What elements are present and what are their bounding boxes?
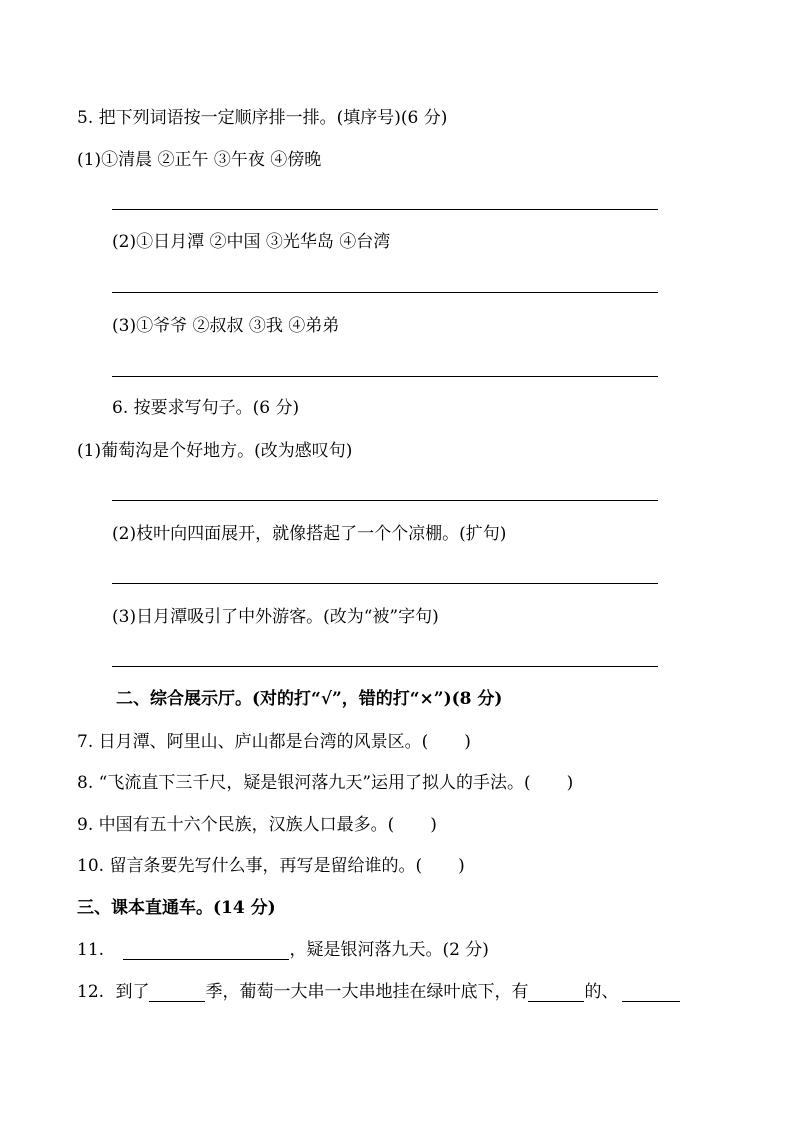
q12-text-1: 到了 (115, 982, 150, 1002)
q5-item-3: (3)①爷爷 ②叔叔 ③我 ④弟弟 (112, 316, 340, 336)
q7-text: 7. 日月潭、阿里山、庐山都是台湾的风景区。( (77, 732, 429, 752)
answer-line[interactable] (112, 292, 658, 293)
q10 (77, 856, 465, 876)
q5-item-1: (1)①清晨 ②正午 ③午夜 ④傍晚 (77, 150, 322, 170)
q12-number: 12. (77, 982, 105, 1002)
q5-item-2: (2)①日月潭 ②中国 ③光华岛 ④台湾 (112, 232, 391, 252)
q12 (77, 982, 680, 1002)
q9-text: 9. 中国有五十六个民族，汉族人口最多。( (77, 815, 395, 835)
paren-close: ) (566, 773, 574, 793)
fill-blank[interactable] (528, 983, 584, 1002)
q11-text: ，疑是银河落九天。(2 分) (289, 940, 489, 960)
fill-blank[interactable] (622, 983, 680, 1002)
q6-title: 6. 按要求写句子。(6 分) (112, 398, 300, 418)
q6-item-2: (2)枝叶向四面展开，就像搭起了一个个凉棚。(扩句) (112, 524, 507, 544)
q7 (77, 732, 471, 752)
q6-item-3: (3)日月潭吸引了中外游客。(改为“被”字句) (112, 607, 439, 627)
q8 (77, 773, 573, 793)
q11 (77, 940, 489, 960)
q9 (77, 815, 437, 835)
q12-text-3: 的、 (584, 982, 619, 1002)
q6-item-1: (1)葡萄沟是个好地方。(改为感叹句) (77, 441, 353, 461)
section3-title: 三、课本直通车。(14 分) (77, 898, 276, 918)
q12-text-2: 季，葡萄一大串一大串地挂在绿叶底下，有 (205, 982, 529, 1002)
paren-close: ) (464, 732, 471, 752)
answer-line[interactable] (112, 209, 658, 210)
paren-close: ) (458, 856, 465, 876)
section2-title: 二、综合展示厅。(对的打“√”，错的打“×”)(8 分) (116, 689, 503, 709)
answer-line[interactable] (112, 376, 658, 377)
q8-text: 8. “飞流直下三千尺，疑是银河落九天”运用了拟人的手法。( (77, 773, 531, 793)
answer-line[interactable] (112, 500, 658, 501)
answer-line[interactable] (112, 583, 658, 584)
answer-line[interactable] (112, 666, 658, 667)
fill-blank[interactable] (149, 983, 205, 1002)
q10-text: 10. 留言条要先写什么事，再写是留给谁的。( (77, 856, 423, 876)
fill-blank[interactable] (123, 941, 289, 960)
paren-close: ) (430, 815, 437, 835)
q5-title: 5. 把下列词语按一定顺序排一排。(填序号)(6 分) (77, 108, 448, 128)
q11-number: 11. (77, 940, 105, 960)
